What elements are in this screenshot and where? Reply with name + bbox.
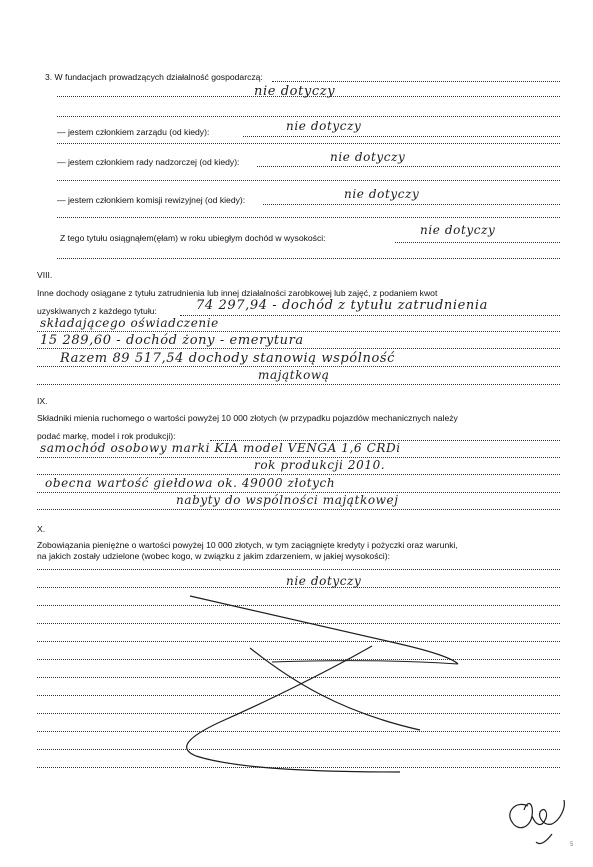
- section10-text-line2: na jakich zostały udzielone (wobec kogo, w związku z jakim zdarzeniem, w jakiej wysokości):: [37, 551, 390, 561]
- handwritten-property-line: obecna wartość giełdowa ok. 49000 złotych: [45, 476, 336, 490]
- section8-heading: VIII.: [37, 270, 53, 280]
- handwritten-income-line: majątkową: [258, 368, 330, 382]
- handwritten-property-line: rok produkcji 2010.: [254, 458, 386, 472]
- handwritten-income-line: składającego oświadczenie: [40, 316, 219, 330]
- handwritten-income-line: Razem 89 517,54 dochody stanowią wspólność: [60, 351, 396, 366]
- handwritten-income-line: 74 297,94 - dochód z tytułu zatrudnienia: [196, 298, 489, 313]
- handwritten-answer: nie dotyczy: [254, 84, 336, 99]
- page-mark: 5: [570, 842, 574, 848]
- section8-text-line2: uzyskiwanych z każdego tytułu:: [37, 306, 157, 316]
- section9-text-line2: podać markę, model i rok produkcji):: [37, 431, 176, 441]
- supervisory-board-label: — jestem członkiem rady nadzorczej (od kiedy):: [57, 157, 240, 167]
- audit-committee-label: — jestem członkiem komisji rewizyjnej (od kiedy):: [57, 195, 246, 205]
- handwritten-property-line: samochód osobowy marki KIA model VENGA 1,6 CRDi: [40, 441, 401, 455]
- handwritten-answer: nie dotyczy: [330, 150, 406, 164]
- board-member-label: — jestem członkiem zarządu (od kiedy):: [57, 127, 210, 137]
- section8-text-line1: Inne dochody osiągane z tytułu zatrudnienia lub innej działalności zarobkowej lub zajęć, z podaniem kwot: [37, 288, 438, 298]
- handwritten-answer: nie dotyczy: [420, 223, 496, 237]
- section10-heading: X.: [37, 524, 46, 534]
- handwritten-answer: nie dotyczy: [344, 187, 420, 201]
- handwritten-answer: nie dotyczy: [286, 574, 362, 588]
- handwritten-answer: nie dotyczy: [286, 119, 362, 133]
- section10-text-line1: Zobowiązania pieniężne o wartości powyżej 10 000 złotych, w tym zaciągnięte kredyty i pożyczki oraz warunki,: [37, 540, 458, 550]
- handwritten-income-line: 15 289,60 - dochód żony - emerytura: [40, 333, 304, 348]
- income-label: Z tego tytułu osiągnąłem(ęłam) w roku ubiegłym dochód w wysokości:: [60, 233, 326, 243]
- section3-title: 3. W fundacjach prowadzących działalność gospodarczą:: [45, 72, 263, 82]
- section9-heading: IX.: [37, 396, 48, 406]
- handwritten-property-line: nabyty do wspólności majątkowej: [176, 493, 399, 507]
- section9-text-line1: Składniki mienia ruchomego o wartości powyżej 10 000 złotych (w przypadku pojazdów mechanicznych należy: [37, 413, 458, 423]
